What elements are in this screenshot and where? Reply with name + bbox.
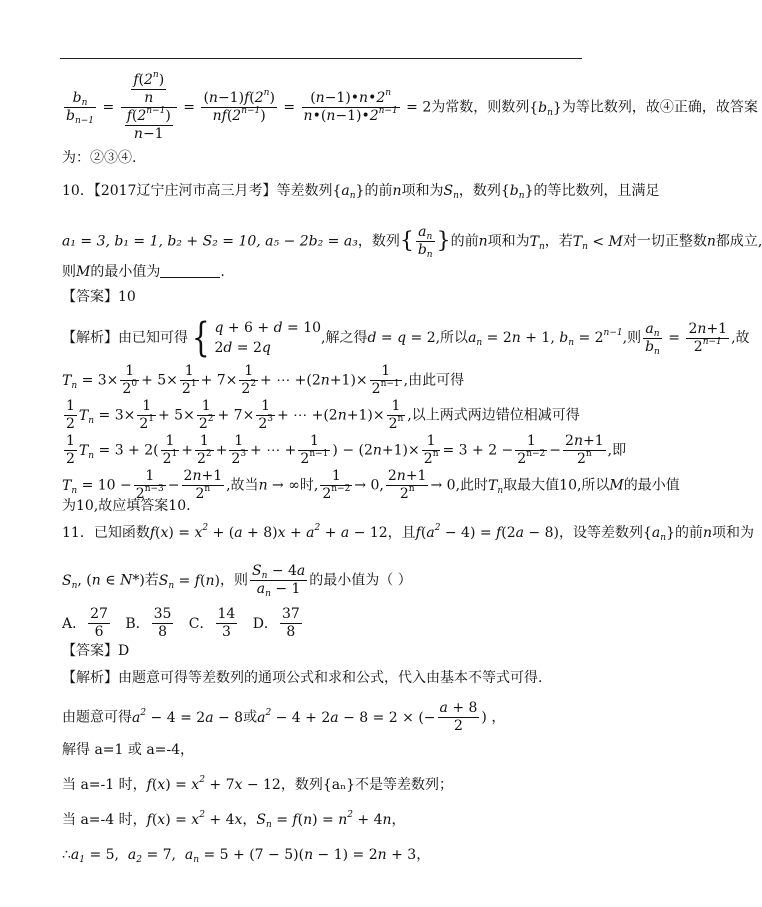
sol11-line2: 由题意可得$a^2 - 4 = 2a - 8$或$a^2 - 4 + 2a - 8 = 2$ × (− $\frac{a + 8}{2}$ ) ， — [62, 700, 506, 734]
ratio-line: $\frac{b_n}{b_{n-1}}$ = $\frac{\frac{f(2^n)}{n}}{\frac{f(2^{n-1})}{n-1}}$ = $\frac{(n-1)f(2^n)}{nf(2^{n-1})}$ = $\frac{(n-1)•n•2^n}{n•(n-1)•2^{n-1}}$ = 2为常数，则数列$\{b_n\}$为等比数列，故④正确，故答案 — [66, 70, 758, 142]
p2: 为：②③④. — [62, 150, 137, 166]
answer-blank — [160, 263, 220, 278]
sol11-line1: 【解析】由题意可得等差数列的通项公式和求和公式，代入由基本不等式可得. — [62, 670, 543, 686]
q10-line1: 10．【2017辽宁庄河市高三月考】等差数列$\{a_n\}$的前n项和为$S_n$，数列$\{b_n\}$的等比数列，且满足 — [62, 183, 660, 201]
frac-f: $\frac{\frac{f(2^n)}{n}}{\frac{f(2^{n-1})}{n-1}}$ — [121, 72, 177, 143]
sol10-line4: $\frac{1}{2}$ $T_n = 3 + 2$( $\frac{1}{2^1}$ + $\frac{1}{2^2}$ + $\frac{1}{2^3}$ + ⋯ + $\frac{1}{2^{n-1}}$ ) − (2n+1)× $\frac{1}{2^n}$ = 3 + 2 − $\frac{1}{2^{n-2}}$ − $\frac{2n+1}{2^n}$ ,即 — [66, 433, 627, 467]
sol11-line4: 当 a=-1 时，$f(x) = x^2 + 7x - 12$，数列{aₙ}不是等差数列； — [62, 775, 454, 793]
sol10-line3: $\frac{1}{2}$ $T_n = 3\times$ $\frac{1}{2^1}$ + 5× $\frac{1}{2^2}$ + 7× $\frac{1}{2^3}$ + ⋯ +(2n+1)× $\frac{1}{2^n}$ ,以上两式两边错位相减可得 — [66, 398, 580, 432]
ans10: 【答案】10 — [62, 289, 136, 305]
option-b: B． $\frac{35}{8}$ — [125, 606, 172, 640]
ans11-value: D — [118, 643, 130, 659]
frac-2: $\frac{(n-1)f(2^n)}{nf(2^{n-1})}$ — [203, 88, 275, 124]
option-d: D． $\frac{37}{8}$ — [252, 606, 300, 640]
frac-bn: $\frac{b_n}{b_{n-1}}$ — [66, 90, 95, 126]
p1-text: = 2为常数，则数列 — [406, 99, 530, 116]
q10-line3: 则M的最小值为 . — [62, 264, 225, 280]
sol11-line3: 解得 a=1 或 a=-4， — [62, 742, 195, 758]
option-a: A． $\frac{27}{6}$ — [62, 606, 108, 640]
sol10-line5: $T_n = 10$ − $\frac{1}{2^{n-3}}$ − $\frac{2n+1}{2^n}$ ,故当n → ∞时, $\frac{1}{2^{n-2}}$ → 0, $\frac{2n+1}{2^n}$ → 0,此时$T_n$取最大值10,所以M的最小值 — [62, 468, 680, 502]
q11-options — [62, 606, 304, 641]
sol10-line1: 【解析】由已知可得{ q + 6 + d = 10 2d = 2q ,解之得d = q = 2,所以$a_n = 2n + 1$, $b_n = 2^{n-1}$,则 $\frac{a_n}{b_n}$ = $\frac{2n+1}{2^{n-1}}$ ,故 — [62, 315, 750, 361]
q10-head: 10．【2017辽宁庄河市高三月考】 — [62, 183, 277, 199]
header-rule — [60, 58, 582, 59]
sol11-line5: 当 a=-4 时，$f(x) = x^2 + 4x$，$S_n = f(n) = n^2 + 4n$， — [62, 810, 406, 830]
q11-line1: 11．已知函数$f(x) = x^2 + (a + 8)x + a^2 + a - 12$，且$f(a^2 - 4) = f(2a - 8)$，设等差数列$\{a_n\}$的前n项和为 — [62, 523, 755, 543]
q10-conditions: a₁ = 3, b₁ = 1, b₂ + S₂ = 10, a₅ − 2b₂ = a₃ — [62, 233, 358, 250]
ans10-value: 10 — [118, 289, 136, 305]
q10-line2: a₁ = 3, b₁ = 1, b₂ + S₂ = 10, a₅ − 2b₂ = a₃，数列{ $\frac{a_n}{b_n}$ }的前n项和为$T_n$，若$T_n < M$对一切正整数n都成立, — [62, 224, 762, 260]
ans11: 【答案】D — [62, 643, 130, 659]
frac-3: $\frac{(n-1)•n•2^n}{n•(n-1)•2^{n-1}}$ — [303, 88, 398, 124]
option-c: C． $\frac{14}{3}$ — [188, 606, 236, 640]
q11-line2: $S_n$, (n ∈ N*)若$S_n = f(n)$，则 $\frac{S_n - 4a}{a_n - 1}$ 的最小值为（ ） — [62, 563, 412, 599]
sol10-line2: $T_n = 3\times$ $\frac{1}{2^0}$ + 5× $\frac{1}{2^1}$ + 7× $\frac{1}{2^2}$ + ⋯ +(2n+1)× $\frac{1}{2^{n-1}}$ ,由此可得 — [62, 363, 465, 397]
sol10-line6: 为10,故应填答案10. — [62, 498, 191, 514]
p1-text2: 为等比数列，故④正确，故答案 — [561, 99, 758, 116]
sol11-line6: $\therefore a_1 = 5$, $a_2 = 7$, $a_n = 5 + (7 - 5)(n - 1) = 2n + 3$， — [62, 847, 431, 865]
q11-head: 11．已知函数 — [62, 525, 150, 541]
